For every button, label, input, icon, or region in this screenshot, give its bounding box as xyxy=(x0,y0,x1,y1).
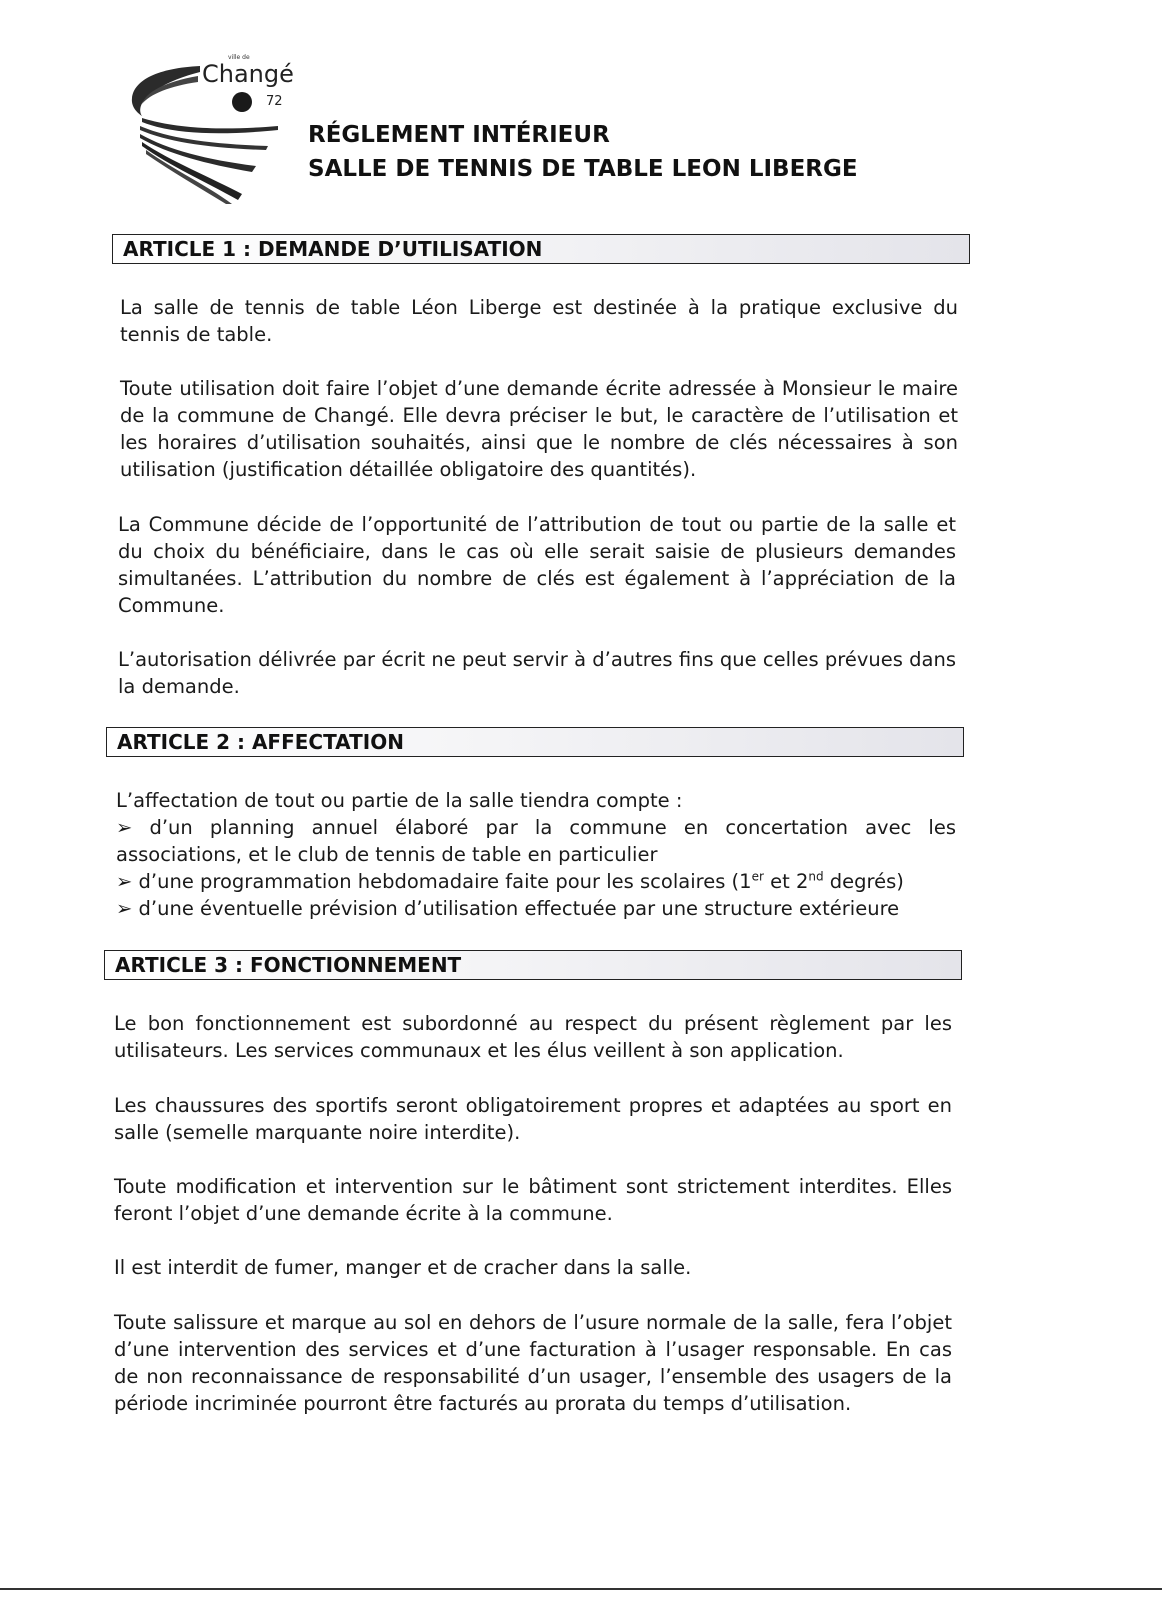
list-item-text: degrés) xyxy=(823,870,904,893)
list-item-text: d’un planning annuel élaboré par la commune en concertation avec les associations, et le club de tennis de table en particulier xyxy=(116,816,956,866)
article-3-paragraph: Les chaussures des sportifs seront obligatoirement propres et adaptées au sport en salle (semelle marquante noire interdite). xyxy=(114,1094,952,1144)
superscript: nd xyxy=(808,869,824,884)
document-title xyxy=(308,118,858,186)
article-3-paragraph: Le bon fonctionnement est subordonné au respect du présent règlement par les utilisateurs. Les services communaux et les élus veillent à son application. xyxy=(114,1012,952,1062)
arrow-bullet-icon: ➢ xyxy=(116,816,133,839)
article-1-paragraph: La salle de tennis de table Léon Liberge est destinée à la pratique exclusive du tennis de table. xyxy=(120,296,958,346)
article-1-paragraph: La Commune décide de l’opportunité de l’attribution de tout ou partie de la salle et du choix du bénéficiaire, dans le cas où elle serait saisie de plusieurs demandes simultanées. L’attribution du nombre de clés est également à l’appréciation de la Commune. xyxy=(118,513,956,617)
article-3-paragraph: Il est interdit de fumer, manger et de cracher dans la salle. xyxy=(114,1256,692,1279)
town-logo xyxy=(128,54,298,204)
article-2-heading: ARTICLE 2 : AFFECTATION xyxy=(106,727,964,757)
list-item xyxy=(116,868,956,895)
superscript: er xyxy=(751,869,764,884)
list-item-text: d’une éventuelle prévision d’utilisation effectuée par une structure extérieure xyxy=(138,897,900,920)
list-item-text: d’une programmation hebdomadaire faite pour les scolaires (1 xyxy=(138,870,752,893)
arrow-bullet-icon: ➢ xyxy=(116,897,133,920)
logo-department-number: 72 xyxy=(266,94,283,109)
list-item xyxy=(116,814,956,868)
article-2-intro: L’affectation de tout ou partie de la salle tiendra compte : xyxy=(116,789,683,812)
article-3-heading: ARTICLE 3 : FONCTIONNEMENT xyxy=(104,950,962,980)
list-item xyxy=(116,895,956,922)
article-2-content xyxy=(116,787,956,922)
logo-ville-text: ville de xyxy=(228,54,250,61)
article-1-paragraph: Toute utilisation doit faire l’objet d’une demande écrite adressée à Monsieur le maire de la commune de Changé. Elle devra préciser le but, le caractère de l’utilisation et les horaires d’utilisation souhaités, ainsi que le nombre de clés nécessaires à son utilisation (justification détaillée obligatoire des quantités). xyxy=(120,377,958,481)
title-line-2: SALLE DE TENNIS DE TABLE LEON LIBERGE xyxy=(308,156,858,182)
page-bottom-edge xyxy=(0,1588,1162,1590)
title-line-1: RÉGLEMENT INTÉRIEUR xyxy=(308,122,610,148)
article-1-paragraph: L’autorisation délivrée par écrit ne peut servir à d’autres fins que celles prévues dans la demande. xyxy=(118,648,956,698)
article-1-heading: ARTICLE 1 : DEMANDE D’UTILISATION xyxy=(112,234,970,264)
arrow-bullet-icon: ➢ xyxy=(116,870,133,893)
list-item-text: et 2 xyxy=(763,870,809,893)
article-3-paragraph: Toute salissure et marque au sol en dehors de l’usure normale de la salle, fera l’objet d’une intervention des services et d’une facturation à l’usager responsable. En cas de non reconnaissance de responsabilité d’un usager, l’ensemble des usagers de la période incriminée pourront être facturés au prorata du temps d’utilisation. xyxy=(114,1311,952,1415)
article-3-paragraph: Toute modification et intervention sur le bâtiment sont strictement interdites. Elles feront l’objet d’une demande écrite à la commune. xyxy=(114,1175,952,1225)
logo-town-name: Changé xyxy=(202,60,294,88)
